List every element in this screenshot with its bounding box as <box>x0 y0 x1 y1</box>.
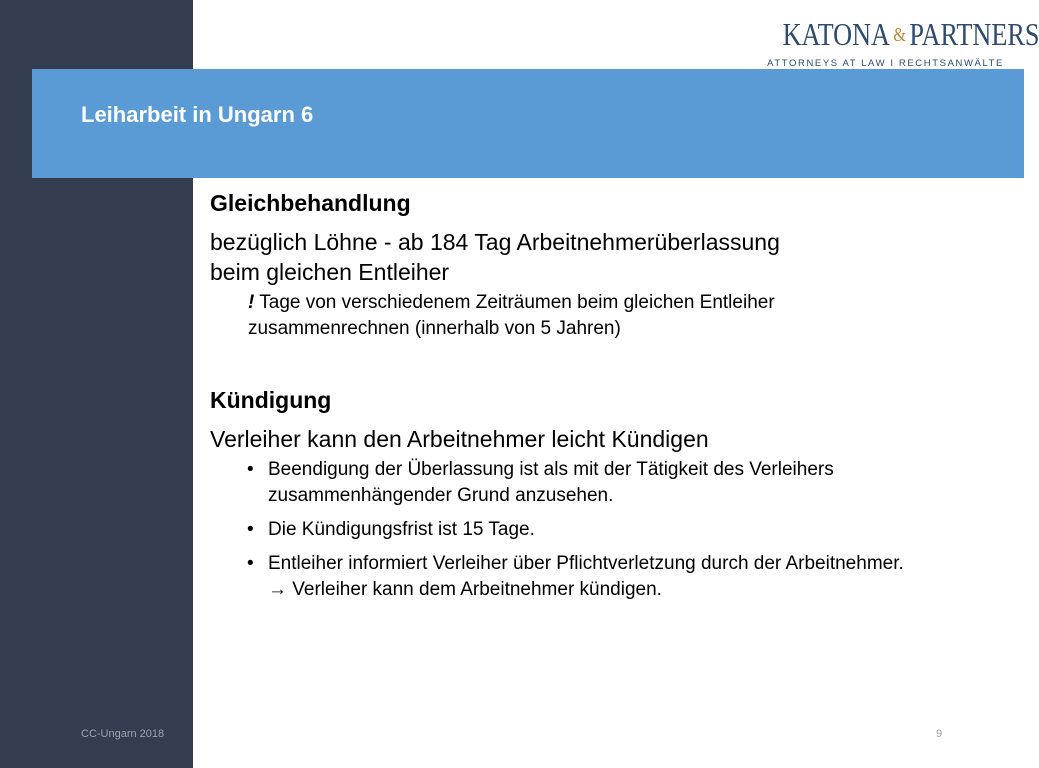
slide-title: Leiharbeit in Ungarn 6 <box>81 102 314 127</box>
bullet-text-3-part1: Entleiher informiert Verleiher über Pflichtverletzung durch der Arbeitnehmer. <box>268 553 904 574</box>
logo-name-left: KATONA <box>782 16 890 52</box>
section1-body-line-1: bezüglich Löhne - ab 184 Tag Arbeitnehmerüberlassung <box>210 229 780 255</box>
bullet-text-2: Die Kündigungsfrist ist 15 Tage. <box>268 519 535 540</box>
section-heading-gleichbehandlung: Gleichbehandlung <box>210 190 411 216</box>
footer-label: CC-Ungarn 2018 <box>81 728 165 740</box>
note-text: Tage von verschiedenem Zeiträumen beim gleichen Entleiher zusammenrechnen (innerhalb von 5 Jahren) <box>248 292 775 339</box>
logo-ampersand: & <box>893 24 907 46</box>
bullet-dot-icon: • <box>247 519 254 540</box>
bullet-item-1 <box>210 457 928 509</box>
bullet-text-3-part2: Verleiher kann dem Arbeitnehmer kündigen. <box>287 579 662 600</box>
exclamation-mark: ! <box>248 292 255 313</box>
section2-body-line-1: Verleiher kann den Arbeitnehmer leicht Kündigen <box>210 426 709 452</box>
logo-name-right: PARTNERS <box>909 16 1039 52</box>
logo-tagline: ATTORNEYS AT LAW I RECHTSANWÄLTE <box>767 58 1004 69</box>
page-number: 9 <box>936 728 943 740</box>
bullet-list <box>210 457 930 603</box>
bullet-item-3 <box>210 551 928 603</box>
company-logo <box>734 16 1039 71</box>
bullet-dot-icon: • <box>247 553 254 574</box>
bullet-item-2 <box>210 517 928 543</box>
logo-wordmark <box>782 16 1039 52</box>
section1-body-line-2: beim gleichen Entleiher <box>210 259 450 285</box>
bullet-dot-icon: • <box>247 459 254 480</box>
slide-content <box>210 188 930 611</box>
section1-note <box>248 290 928 342</box>
bullet-text-1: Beendigung der Überlassung ist als mit der Tätigkeit des Verleihers zusammenhängender Grund anzusehen. <box>268 459 834 506</box>
section-heading-kuendigung: Kündigung <box>210 387 332 413</box>
arrow-right-icon: → <box>268 579 287 600</box>
